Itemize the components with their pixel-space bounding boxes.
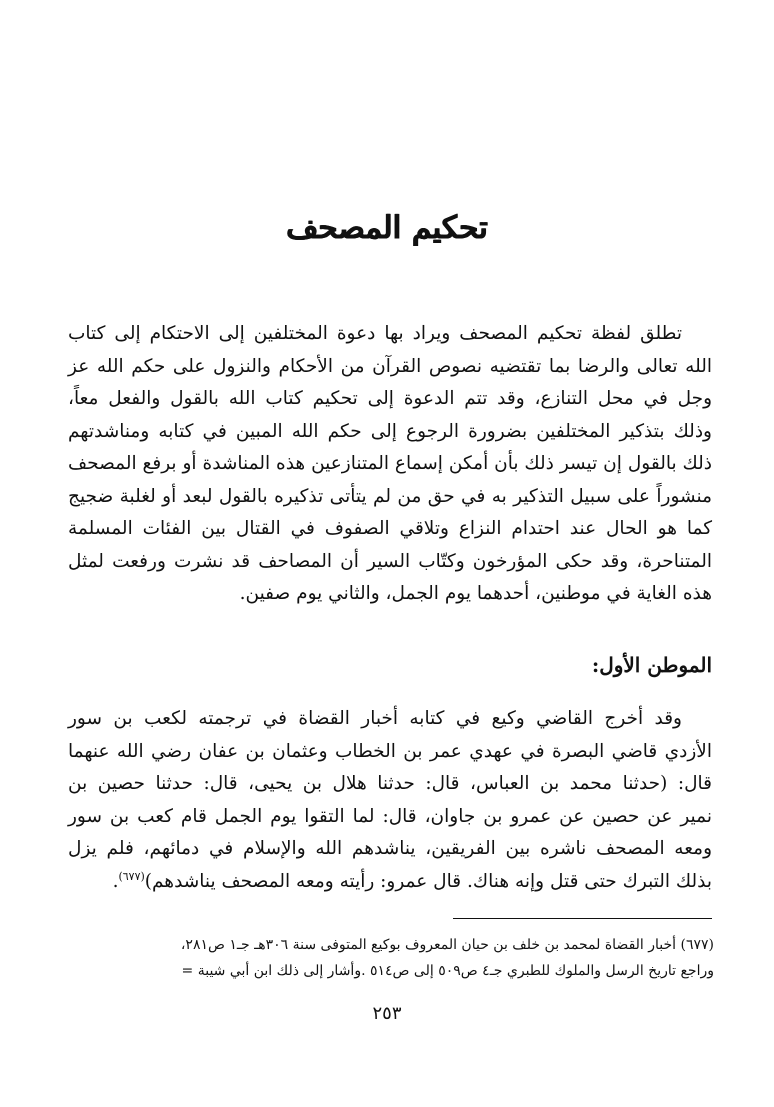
- text-line: منشوراً على سبيل التذكير به في حق من لم يتأتى تذكيره بالقول لبعد أو لغلبة ضجيج: [68, 485, 712, 507]
- text-line: تطلق لفظة تحكيم المصحف ويراد بها دعوة المختلفين إلى الاحتكام إلى كتاب: [68, 323, 682, 344]
- text-line: ذلك بالقول إن تيسر ذلك بأن أمكن إسماع المتنازعين هذه المناشدة أو برفع المصحف: [68, 453, 712, 474]
- text-line: بذلك التبرك حتى قتل وإنه هناك. قال عمرو: رأيته ومعه المصحف يناشدهم): [144, 870, 712, 892]
- narration-paragraph: [68, 703, 712, 898]
- text-line: الأزدي قاضي البصرة في عهدي عمر بن الخطاب وعثمان بن عفان رضي الله عنهما: [68, 740, 712, 762]
- footnote-line: وراجع تاريخ الرسل والملوك للطبري جـ٤ ص٥٠٩ إلى ص٥١٤ .وأشار إلى ذلك ابن أبي شيبة =: [181, 963, 714, 979]
- intro-paragraph: [68, 318, 712, 611]
- chapter-title: تحكيم المصحف: [286, 210, 488, 246]
- text-line: نمير عن حصين عن عمرو بن جاوان، قال: لما التقوا يوم الجمل قام كعب بن سور: [68, 805, 712, 827]
- footnote-line: (٦٧٧) أخبار القضاة لمحمد بن خلف بن حيان المعروف بوكيع المتوفى سنة ٣٠٦هـ جـ١ ص٢٨١،: [180, 937, 714, 953]
- text-line: وجل في محل التنازع، وقد تتم الدعوة إلى تحكيم كتاب الله بالقول والفعل معاً،: [68, 388, 712, 409]
- footnotes: [60, 932, 714, 984]
- text-line: المتناحرة، وقد حكى المؤرخون وكتّاب السير أن المصاحف قد نشرت ورفعت لمثل: [68, 550, 712, 572]
- text-line-with-footnote: بذلك التبرك حتى قتل وإنه هناك. قال عمرو: رأيته ومعه المصحف يناشدهم)$^{(٦٧٧)}$.: [112, 869, 712, 892]
- text-line: وقد أخرج القاضي وكيع في كتابه أخبار القضاة في ترجمته لكعب بن سور: [68, 708, 682, 729]
- section-heading: الموطن الأول:: [591, 653, 712, 677]
- footnote-divider: [453, 918, 712, 919]
- page-number: ٢٥٣: [372, 1003, 402, 1024]
- text-line: هذه الغاية في موطنين، أحدهما يوم الجمل، والثاني يوم صفين.: [239, 583, 712, 604]
- text-line: قال: (حدثنا محمد بن العباس، قال: حدثنا هلال بن يحيى، قال: حدثنا حصين بن: [68, 773, 712, 794]
- footnote-reference[interactable]: (٦٧٧): [118, 869, 145, 883]
- text-line: وذلك بتذكير المختلفين بضرورة الرجوع إلى حكم الله المبين في كتابه ومناشدتهم: [68, 420, 712, 442]
- text-line: ومعه المصحف ناشره بين الفريقين، يناشدهم الله والإسلام في دمائهم، فلم يزل: [68, 838, 712, 859]
- text-line: كما هو الحال عند احتدام النزاع وتلاقي الصفوف في القتال بين الفئات المسلمة: [68, 518, 712, 539]
- text-line: الله تعالى والرضا بما تقتضيه نصوص القرآن من الأحكام والنزول على حكم الله عز: [68, 355, 712, 377]
